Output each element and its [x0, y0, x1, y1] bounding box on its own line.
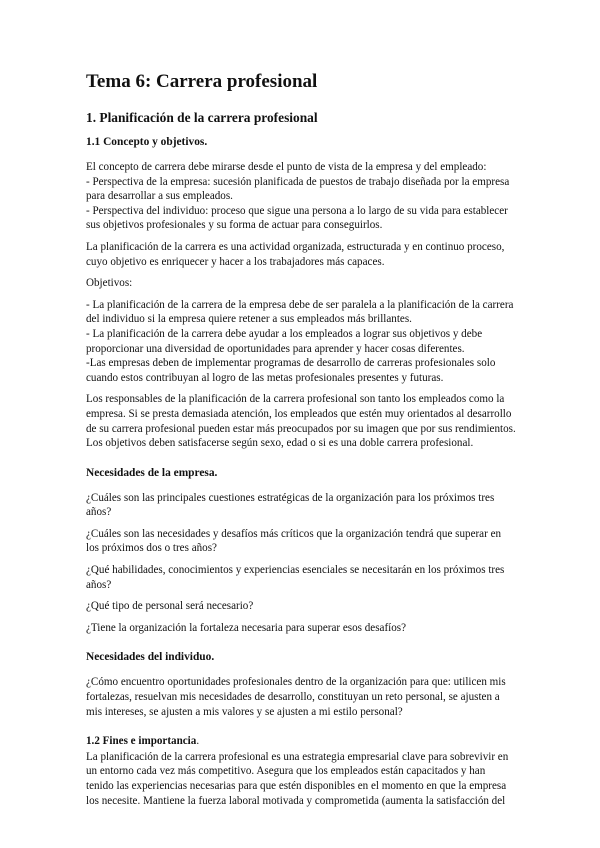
text-line: proporcionar una diversidad de oportunidades para aprender y hacer cosas diferentes.: [86, 342, 465, 355]
text-line: años?: [86, 506, 112, 519]
section-heading: 1. Planificación de la carrera profesional: [86, 110, 318, 125]
text-line: un entorno cada vez más competitivo. Asegura que los empleados están capacitados y han: [86, 765, 486, 778]
text-line: sus objetivos profesionales y su forma de actuar para conseguirlos.: [86, 219, 383, 232]
text-line: empresa. Si se presta demasiada atención, los empleados que estén muy orientados al desarrollo: [86, 407, 512, 420]
question-item: ¿Tiene la organización la fortaleza necesaria para superar esos desafíos?: [86, 621, 407, 634]
heading-necesidades-individuo: Necesidades del individuo.: [86, 651, 215, 664]
paragraph-fines: [86, 750, 516, 808]
text-line: cuyo objetivo es enriquecer y hacer a los trabajadores más capaces.: [86, 255, 385, 268]
question-item: [86, 563, 516, 592]
paragraph-individuo: [86, 675, 516, 719]
subsection-heading: 1.1 Concepto y objetivos.: [86, 136, 208, 148]
text-line: ¿Cómo encuentro oportunidades profesionales dentro de la organización para que: utilicen mis: [86, 676, 506, 689]
question-item: [86, 527, 516, 556]
text-line: La planificación de la carrera profesional es una estrategia empresarial clave para sobrevivir en: [86, 750, 509, 763]
heading-necesidades-empresa: Necesidades de la empresa.: [86, 466, 218, 479]
text-line: El concepto de carrera debe mirarse desde el punto de vista de la empresa y del empleado:: [86, 161, 487, 173]
text-line: fortalezas, resuelvan mis necesidades de desarrollo, constituyan un reto personal, se ajusten a: [86, 691, 500, 704]
paragraph-planificacion: [86, 240, 516, 269]
text-line: cuando estos contribuyan al logro de las metas profesionales presentes y futuras.: [86, 371, 444, 384]
text-line: La planificación de la carrera es una actividad organizada, estructurada y en continuo proceso,: [86, 240, 505, 253]
text-line: los próximos dos o tres años?: [86, 542, 217, 555]
text-line: - La planificación de la carrera debe ayudar a los empleados a lograr sus objetivos y debe: [86, 327, 483, 340]
text-line: ¿Cuáles son las necesidades y desafíos más críticos que la organización tendrá que superar en: [86, 527, 502, 540]
objetivos-label: Objetivos:: [86, 277, 133, 290]
text-line: para desarrollar a sus empleados.: [86, 190, 233, 203]
text-line: de su carrera profesional pueden estar más preocupados por su imagen que por sus rendimientos.: [86, 422, 516, 435]
text-line: - Perspectiva de la empresa: sucesión planificada de puestos de trabajo diseñada por la empresa: [86, 175, 510, 188]
paragraph-concepto: [86, 160, 516, 233]
subsection-heading-fines: [86, 734, 516, 749]
text-line: - La planificación de la carrera de la empresa debe de ser paralela a la planificación de la carrera: [86, 298, 514, 311]
text-line: -Las empresas deben de implementar programas de desarrollo de carreras profesionales solo: [86, 357, 496, 370]
subsection-dot: .: [196, 735, 200, 748]
document-body: [86, 70, 516, 815]
text-line: - Perspectiva del individuo: proceso que sigue una persona a lo largo de su vida para establecer: [86, 204, 508, 217]
text-line: del individuo si la empresa quiere retener a sus empleados más brillantes.: [86, 313, 412, 326]
question-item: [86, 491, 516, 520]
text-line: mis intereses, se ajusten a mis valores y se ajusten a mi estilo personal?: [86, 705, 403, 718]
text-line: ¿Cuáles son las principales cuestiones estratégicas de la organización para los próximos tres: [86, 491, 495, 504]
subsection-title: 1.2 Fines e importancia: [86, 735, 197, 748]
text-line: Los responsables de la planificación de la carrera profesional son tanto los empleados como la: [86, 393, 505, 406]
page-title: Tema 6: Carrera profesional: [86, 71, 318, 92]
question-item: ¿Qué tipo de personal será necesario?: [86, 600, 254, 613]
text-line: ¿Qué habilidades, conocimientos y experiencias esenciales se necesitarán en los próximos tres: [86, 564, 505, 577]
text-line: tenido las experiencias necesarias para que estén disponibles en el momento en que la empresa: [86, 780, 507, 792]
paragraph-objetivos: [86, 298, 516, 386]
paragraph-responsables: [86, 392, 516, 450]
text-line: los necesite. Mantiene la fuerza laboral motivada y comprometida (aumenta la satisfacción del: [86, 794, 506, 807]
text-line: años?: [86, 578, 112, 591]
text-line: Los objetivos deben satisfacerse según sexo, edad o si es una doble carrera profesional.: [86, 437, 474, 450]
